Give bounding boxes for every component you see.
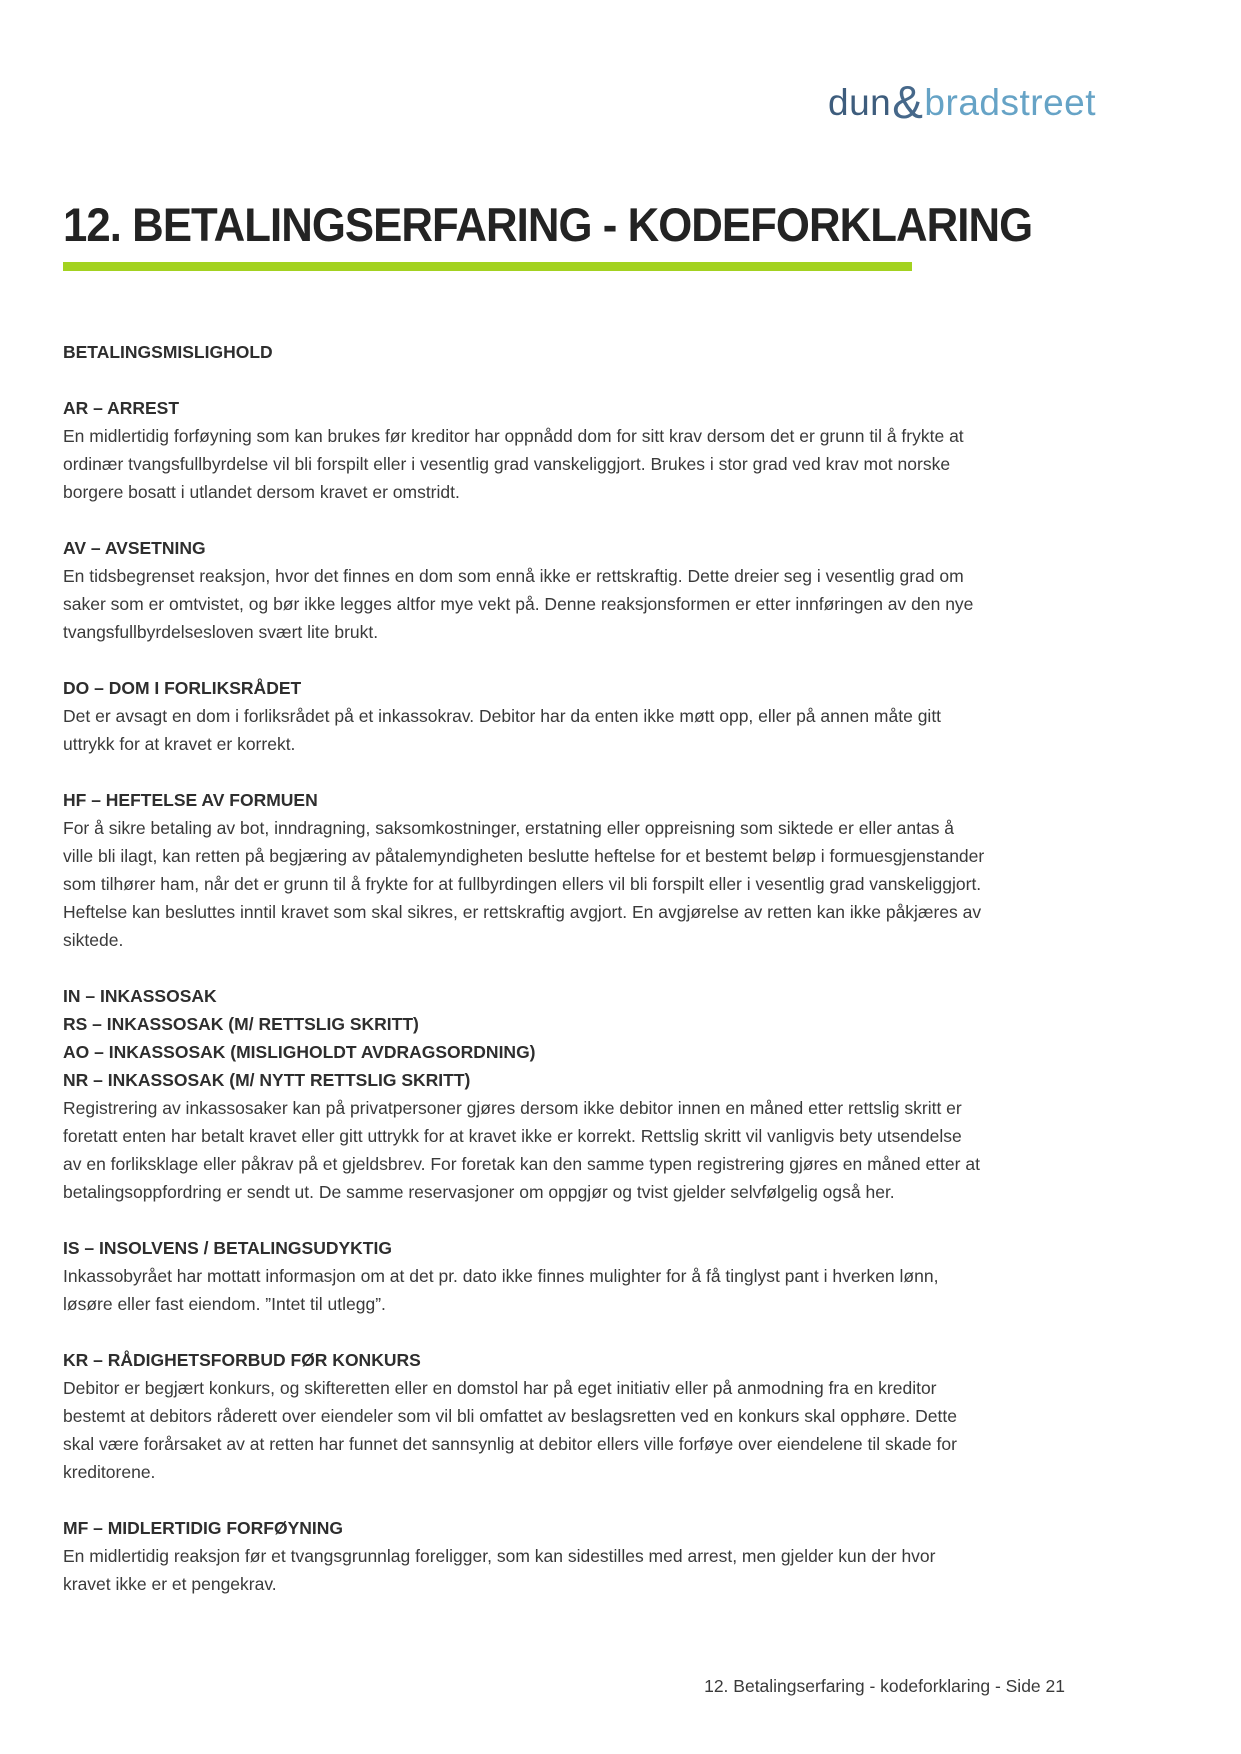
code-description: For å sikre betaling av bot, inndragning, saksomkostninger, erstatning eller oppreisning som siktede er eller antas å ville bli ilagt, kan retten på begjæring av påtalemyndigheten beslutte heftelse for et bestemt beløp i formuesgjenstander som tilhører ham, når det er grunn til å frykte for at fullbyrdingen ellers vil bli forspilt eller i vesentlig grad vanskeliggjort. Heftelse kan besluttes inntil kravet som skal sikres, er rettskraftig avgjort. En avgjørelse av retten kan ikke påkjæres av siktede. <box>63 818 985 950</box>
code-heading: KR – RÅDIGHETSFORBUD FØR KONKURS <box>63 1350 421 1370</box>
code-section <box>63 1514 985 1598</box>
code-description: Debitor er begjært konkurs, og skifteretten eller en domstol har på eget initiativ eller på anmodning fra en kreditor bestemt at debitors råderett over eiendeler som vil bli omfattet av beslagsretten ved en konkurs skal opphøre. Dette skal være forårsaket av at retten har funnet det sannsynlig at debitor ellers ville forføye over eiendelene til skade for kreditorene. <box>63 1378 957 1482</box>
code-description: Det er avsagt en dom i forliksrådet på et inkassokrav. Debitor har da enten ikke møtt opp, eller på annen måte gitt uttrykk for at kravet er korrekt. <box>63 706 942 754</box>
code-heading: MF – MIDLERTIDIG FORFØYNING <box>63 1518 343 1538</box>
dun-bradstreet-logo <box>828 72 1096 126</box>
code-heading: RS – INKASSOSAK (M/ RETTSLIG SKRITT) <box>63 1014 419 1034</box>
code-description: En midlertidig reaksjon før et tvangsgrunnlag foreligger, som kan sidestilles med arrest, men gjelder kun der hvor kravet ikke er et pengekrav. <box>63 1546 936 1594</box>
code-heading: IS – INSOLVENS / BETALINGSUDYKTIG <box>63 1238 392 1258</box>
code-section <box>63 1234 985 1318</box>
page-title: 12. BETALINGSERFARING - KODEFORKLARING <box>63 198 1033 252</box>
code-heading: AV – AVSETNING <box>63 538 206 558</box>
title-accent-rule <box>63 262 912 271</box>
code-description: Registrering av inkassosaker kan på privatpersoner gjøres dersom ikke debitor innen en måned etter rettslig skritt er foretatt enten har betalt kravet eller gitt uttrykk for at kravet ikke er korrekt. Rettslig skritt vil vanligvis bety utsendelse av en forliksklage eller påkrav på et gjeldsbrev. For foretak kan den samme typen registrering gjøres en måned etter at betalingsoppfordring er sendt ut. De samme reservasjoner om oppgjør og tvist gjelder selvfølgelig også her. <box>63 1098 980 1202</box>
logo-ampersand-icon: & <box>892 76 924 128</box>
code-section <box>63 786 985 954</box>
code-section <box>63 982 985 1206</box>
category-heading: BETALINGSMISLIGHOLD <box>63 342 273 362</box>
code-heading: IN – INKASSOSAK <box>63 986 217 1006</box>
logo-word-bradstreet: bradstreet <box>924 82 1097 123</box>
code-section <box>63 394 985 506</box>
code-heading: HF – HEFTELSE AV FORMUEN <box>63 790 318 810</box>
code-section <box>63 674 985 758</box>
code-section <box>63 1346 985 1486</box>
code-heading: DO – DOM I FORLIKSRÅDET <box>63 678 302 698</box>
code-description: En midlertidig forføyning som kan brukes før kreditor har oppnådd dom for sitt krav dersom det er grunn til å frykte at ordinær tvangsfullbyrdelse vil bli forspilt eller i vesentlig grad vanskeliggjort. Brukes i stor grad ved krav mot norske borgere bosatt i utlandet dersom kravet er omstridt. <box>63 426 964 502</box>
document-content <box>63 338 985 1598</box>
code-heading: AR – ARREST <box>63 398 180 418</box>
code-description: En tidsbegrenset reaksjon, hvor det finnes en dom som ennå ikke er rettskraftig. Dette dreier seg i vesentlig grad om saker som er omtvistet, og bør ikke legges altfor mye vekt på. Denne reaksjonsformen er etter innføringen av den nye tvangsfullbyrdelsesloven svært lite brukt. <box>63 566 974 642</box>
code-heading: NR – INKASSOSAK (M/ NYTT RETTSLIG SKRITT) <box>63 1070 471 1090</box>
sections <box>63 394 985 1598</box>
code-heading: AO – INKASSOSAK (MISLIGHOLDT AVDRAGSORDNING) <box>63 1042 536 1062</box>
logo-word-dun: dun <box>828 82 892 123</box>
page-footer: 12. Betalingserfaring - kodeforklaring - Side 21 <box>704 1676 1065 1696</box>
code-section <box>63 534 985 646</box>
code-description: Inkassobyrået har mottatt informasjon om at det pr. dato ikke finnes mulighter for å få tinglyst pant i hverken lønn, løsøre eller fast eiendom. ”Intet til utlegg”. <box>63 1266 939 1314</box>
